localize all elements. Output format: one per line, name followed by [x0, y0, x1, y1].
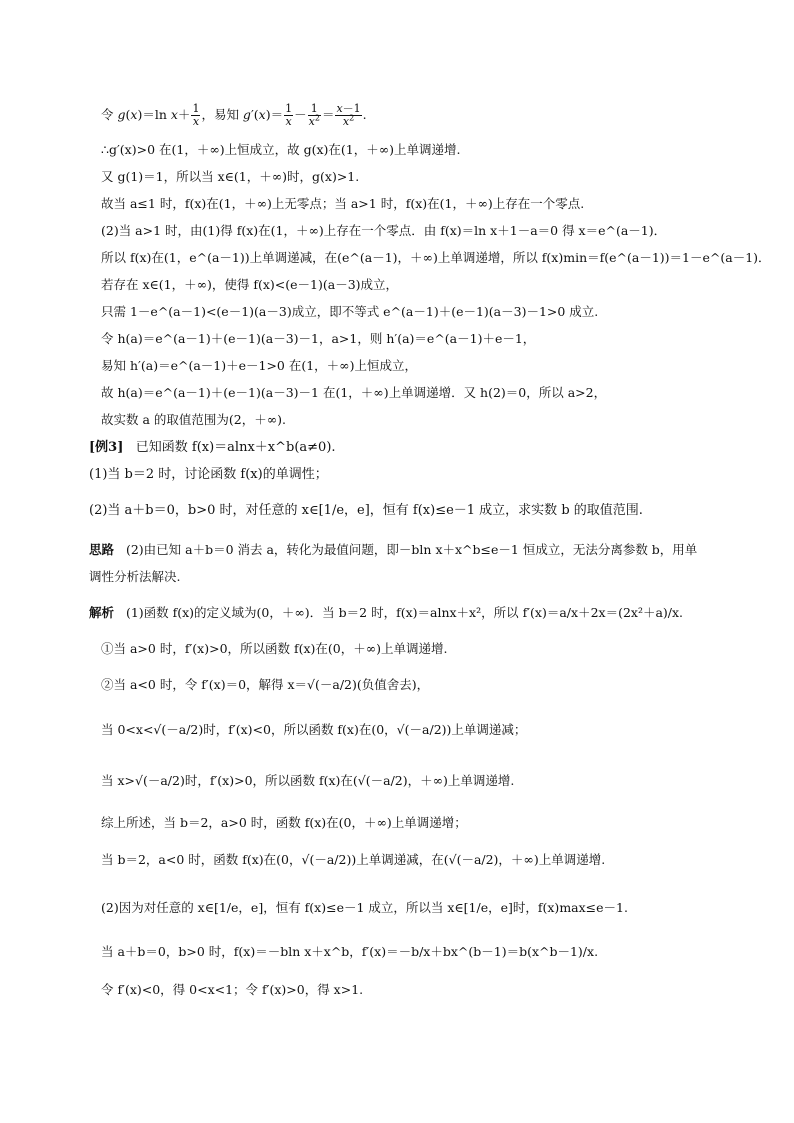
text-line: 当 a＋b＝0，b>0 时，f(x)＝－bln x＋x^b，f′(x)＝－b/x＋bx^(b－1)＝b(x^b－1)/x.	[101, 944, 599, 959]
text-line: ②当 a<0 时，令 f′(x)＝0，解得 x＝√(－a/2)(负值舍去)，	[101, 677, 430, 692]
example-question-2: (2)当 a＋b＝0，b>0 时，对任意的 x∈[1/e，e]，恒有 f(x)≤e－1 成立，求实数 b 的取值范围.	[89, 503, 643, 518]
text-line: 只需 1－e^(a－1)<(e－1)(a－3)成立，即不等式 e^(a－1)＋(e－1)(a－3)－1>0 成立.	[101, 304, 599, 319]
text-line: (2)当 a>1 时，由(1)得 f(x)在(1，＋∞)上存在一个零点．由 f(x)＝ln x＋1－a＝0 得 x＝e^(a－1)．	[101, 223, 667, 238]
text-line: 若存在 x∈(1，＋∞)，使得 f(x)<(e－1)(a－3)成立，	[101, 277, 399, 292]
text-line: ∴g′(x)>0 在(1，＋∞)上恒成立，故 g(x)在(1，＋∞)上单调递增.	[101, 142, 461, 157]
text-line: 当 b＝2，a<0 时，函数 f(x)在(0，√(－a/2))上单调递减，在(√(－a/2)，＋∞)上单调递增.	[101, 852, 606, 867]
idea-text: (2)由已知 a＋b＝0 消去 a，转化为最值问题，即－bln x＋x^b≤e－1 恒成立，无法分离参数 b，用单	[125, 542, 698, 557]
text-line: (2)因为对任意的 x∈[1/e，e]，恒有 f(x)≤e－1 成立，所以当 x∈[1/e，e]时，f(x)max≤e－1.	[101, 900, 628, 915]
example-text: 已知函数 f(x)＝alnx＋x^b(a≠0).	[135, 440, 336, 455]
text-line: 当 0<x<√(－a/2)时，f′(x)<0，所以函数 f(x)在(0，√(－a/2))上单调递减；	[101, 722, 527, 737]
text-line: 又 g(1)＝1，所以当 x∈(1，＋∞)时，g(x)>1.	[101, 169, 360, 184]
text-line: 令 h(a)＝e^(a－1)＋(e－1)(a－3)－1，a>1，则 h′(a)＝e^(a－1)＋e－1，	[101, 331, 536, 346]
text-line: 综上所述，当 b＝2，a>0 时，函数 f(x)在(0，＋∞)上单调递增；	[101, 815, 467, 830]
solution-text: (1)函数 f(x)的定义域为(0，＋∞)．当 b＝2 时，f(x)＝alnx＋x²，所以 f′(x)＝a/x＋2x＝(2x²＋a)/x.	[125, 605, 684, 620]
text-line: 所以 f(x)在(1，e^(a－1))上单调递减，在(e^(a－1)，＋∞)上单调递增，所以 f(x)min＝f(e^(a－1))＝1－e^(a－1)．	[101, 250, 771, 265]
text-line: ①当 a>0 时，f′(x)>0，所以函数 f(x)在(0，＋∞)上单调递增.	[101, 641, 448, 656]
text-line: 故当 a≤1 时，f(x)在(1，＋∞)上无零点；当 a>1 时，f(x)在(1，＋∞)上存在一个零点.	[101, 196, 585, 211]
text-line: 当 x>√(－a/2)时，f′(x)>0，所以函数 f(x)在(√(－a/2)，＋∞)上单调递增.	[101, 773, 515, 788]
text-line: 令 g(x)＝ln x＋ $\frac{1}{x}$ ，易知 g′(x)＝ $\frac{1}{x}$ － $\frac{1}{x^2}$ ＝ $\frac{x-1}{x^2}$ .	[101, 102, 367, 128]
idea-line-2: 调性分析法解决.	[89, 569, 181, 584]
fraction: $\frac{1}{x}$	[192, 102, 200, 128]
example-question-1: (1)当 b＝2 时，讨论函数 f(x)的单调性；	[89, 467, 328, 482]
text-line: 故 h(a)＝e^(a－1)＋(e－1)(a－3)－1 在(1，＋∞)上单调递增．又 h(2)＝0，所以 a>2，	[101, 385, 607, 400]
solution-line	[89, 605, 683, 621]
text-line: 易知 h′(a)＝e^(a－1)＋e－1>0 在(1，＋∞)上恒成立，	[101, 358, 417, 373]
example-heading	[89, 440, 336, 456]
solution-label: 解析	[89, 605, 115, 620]
idea-label: 思路	[89, 542, 115, 557]
idea-line	[89, 542, 697, 558]
example-label: [例3]	[89, 440, 124, 455]
text-line: 令 f′(x)<0，得 0<x<1；令 f′(x)>0，得 x>1.	[101, 982, 364, 997]
text-line: 故实数 a 的取值范围为(2，＋∞).	[101, 412, 286, 427]
